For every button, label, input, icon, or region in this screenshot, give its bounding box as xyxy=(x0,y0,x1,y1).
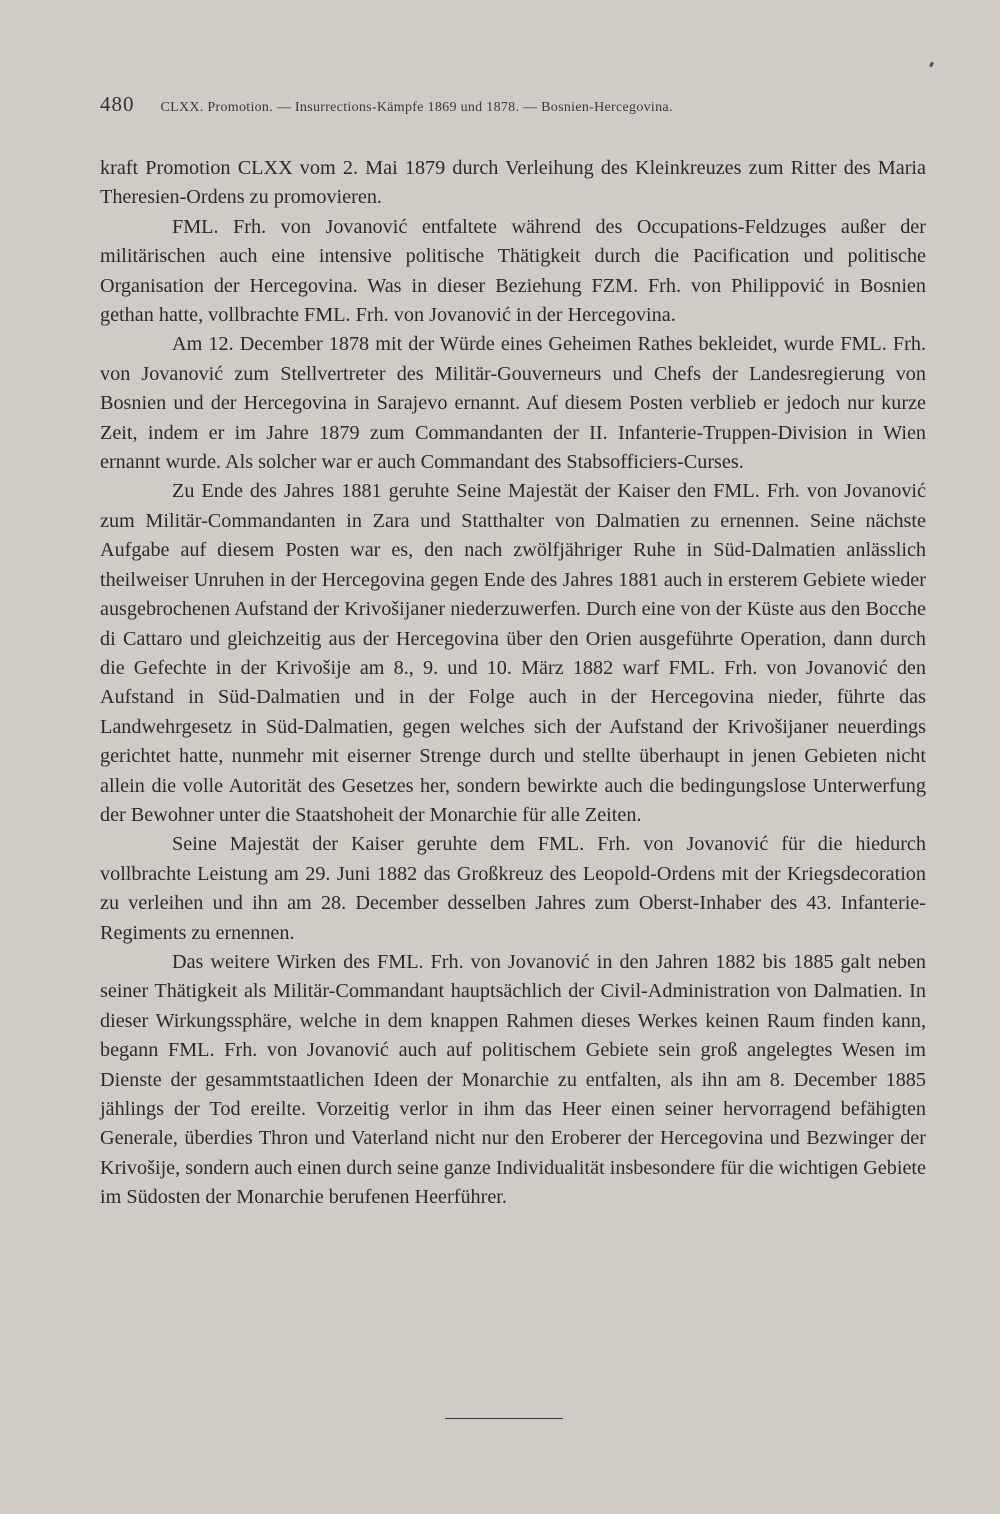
paragraph-continuation: kraft Promotion CLXX vom 2. Mai 1879 durch Verleihung des Kleinkreuzes zum Ritter des Maria Theresien-Ordens zu promovieren. xyxy=(100,157,926,209)
page-header xyxy=(100,92,880,118)
body-text xyxy=(100,154,926,1213)
running-title: CLXX. Promotion. — Insurrections-Kämpfe 1869 und 1878. — Bosnien-Hercegovina. xyxy=(160,100,673,115)
paragraph: Seine Majestät der Kaiser geruhte dem FML. Frh. von Jovanović für die hiedurch vollbrachte Leistung am 29. Juni 1882 das Großkreuz des Leopold-Ordens mit der Kriegsdecoration zu verleihen und ihn am 28. December desselben Jahres zum Oberst-Inhaber des 43. Infanterie-Regiments zu ernennen. xyxy=(100,833,926,944)
section-end-rule xyxy=(445,1418,563,1419)
paragraph: FML. Frh. von Jovanović entfaltete während des Occupations-Feldzuges außer der militärischen auch eine intensive politische Thätigkeit durch die Pacification und politische Organisation der Hercegovina. Was in dieser Beziehung FZM. Frh. von Philippović in Bosnien gethan hatte, vollbrachte FML. Frh. von Jovanović in der Hercegovina. xyxy=(100,215,926,327)
paragraph: Am 12. December 1878 mit der Würde eines Geheimen Rathes bekleidet, wurde FML. Frh. von Jovanović zum Stellvertreter des Militär-Gouverneurs und Chefs der Landesregierung von Bosnien und der Hercegovina in Sarajevo ernannt. Auf diesem Posten verblieb er jedoch nur kurze Zeit, indem er im Jahre 1879 zum Commandanten der II. Infanterie-Truppen-Division in Wien ernannt wurde. Als solcher war er auch Commandant des Stabsofficiers-Curses. xyxy=(100,333,926,474)
page-number: 480 xyxy=(100,92,135,116)
print-speck xyxy=(929,62,934,68)
paragraph: Das weitere Wirken des FML. Frh. von Jovanović in den Jahren 1882 bis 1885 galt neben seiner Thätigkeit als Militär-Commandant hauptsächlich der Civil-Administration von Dalmatien. In dieser Wirkungssphäre, welche in dem knappen Rahmen dieses Werkes keinen Raum finden kann, begann FML. Frh. von Jovanović auch auf politischem Gebiete sein groß angelegtes Wesen im Dienste der gesammtstaatlichen Ideen der Monarchie zu entfalten, als ihn am 8. December 1885 jählings der Tod ereilte. Vorzeitig verlor in ihm das Heer einen seiner hervorragend befähigten Generale, überdies Thron und Vaterland nicht nur den Eroberer der Hercegovina und Bezwinger der Krivošije, sondern auch einen durch seine ganze Individualität insbesondere für die wichtigen Gebiete im Südosten der Monarchie berufenen Heerführer. xyxy=(100,950,926,1209)
paragraph: Zu Ende des Jahres 1881 geruhte Seine Majestät der Kaiser den FML. Frh. von Jovanović zum Militär-Commandanten in Zara und Statthalter von Dalmatien zu ernennen. Seine nächste Aufgabe auf diesem Posten war es, den nach zwölfjähriger Ruhe in Süd-Dalmatien anlässlich theilweiser Unruhen in der Hercegovina gegen Ende des Jahres 1881 auch in ersterem Gebiete wieder ausgebrochenen Aufstand der Krivošijaner niederzuwerfen. Durch eine von der Küste aus den Bocche di Cattaro und gleichzeitig aus der Hercegovina über den Orien ausgeführte Operation, dann durch die Gefechte in der Krivošije am 8., 9. und 10. März 1882 warf FML. Frh. von Jovanović den Aufstand in Süd-Dalmatien und in der Folge auch in der Hercegovina nieder, führte das Landwehrgesetz in Süd-Dalmatien, gegen welches sich der Aufstand der Krivošijaner neuerdings gerichtet hatte, nunmehr mit eiserner Strenge durch und stellte überhaupt in jenen Gebieten nicht allein die volle Autorität des Gesetzes her, sondern bewirkte auch die bedingungslose Unterwerfung der Bewohner unter die Staatshoheit der Monarchie für alle Zeiten. xyxy=(100,480,926,826)
